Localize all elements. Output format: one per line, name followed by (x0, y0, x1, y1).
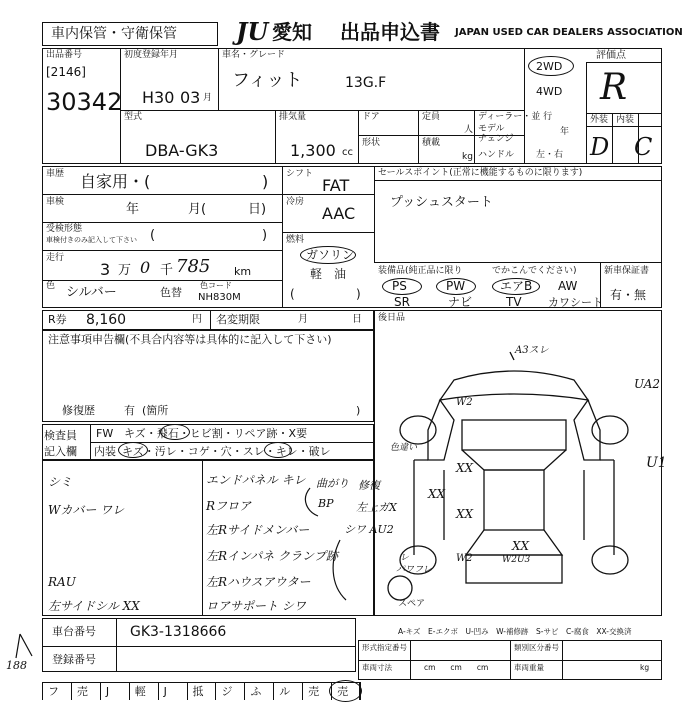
chassis-number: GK3-1318666 (130, 624, 227, 640)
note-house-outer: 左Rハウスアウター (206, 575, 311, 589)
diagram-note-ua2: UA2 (634, 377, 661, 391)
diagram-note-a3: A3スレ (515, 345, 549, 356)
drive-2wd: 2WD (536, 60, 563, 73)
equip-navi: ナビ (448, 295, 473, 309)
note-end-panel: エンドパネル キレ (206, 473, 306, 487)
diagram-note-pawafure: パワフレ (396, 565, 432, 575)
bottom-stamp-cell: ジ (221, 685, 233, 698)
receipt-close: ) (262, 228, 268, 243)
mileage-unit: km (234, 265, 252, 278)
bottom-stamp-circle (329, 680, 362, 702)
equipment-circle-note: でかこんでください) (492, 266, 577, 276)
displacement-unit: cc (342, 147, 353, 158)
notes-label: 注意事項申告欄(不具合内容等は具体的に記入して下さい) (48, 333, 332, 346)
diagram-note-w2-rear: W2 (456, 553, 473, 564)
diagram-note-xx-4: XX (512, 539, 530, 553)
fuel-label: 燃料 (286, 235, 305, 245)
bottom-stamp-cell: 輕 (134, 685, 146, 698)
repair-value: 有 (124, 404, 135, 417)
receipt-label: 受検形態 (46, 224, 83, 234)
weight-label: 車両重量 (514, 663, 544, 672)
diagram-note-u1: U1 (646, 455, 667, 471)
receipt-note: 車検付きのみ記入して下さい (46, 236, 137, 244)
tax-value: 8,160 (86, 312, 127, 328)
storage-label: 車内保管・守衛保管 (51, 26, 177, 42)
note-upper: 左上ガX (356, 501, 397, 514)
displacement-value: 1,300 (290, 141, 336, 160)
inspection-month: 月( (188, 202, 207, 217)
ju-logo: JU (236, 17, 269, 46)
doors-label: ドア (362, 112, 380, 122)
bottom-stamp-cell: J (105, 685, 110, 698)
note-rfloor: Rフロア (206, 499, 252, 513)
load-label: 積載 (422, 138, 441, 148)
name-change-label: 名変期限 (216, 313, 260, 326)
type-spec-label: 形式指定番号 (362, 643, 407, 652)
name-change-month: 月 (298, 314, 308, 325)
dimension-label: 車両寸法 (362, 663, 392, 672)
repair-label: 修復歴 (62, 404, 95, 417)
shift-label: シフト (286, 169, 314, 179)
int-label: 内装 (616, 115, 635, 125)
mileage-man: 3 (100, 260, 111, 279)
color-label: 色 (46, 281, 56, 291)
diagram-note-xx-3: XX (428, 487, 446, 501)
repair-detail: (箇所 (142, 404, 169, 417)
equipment-label: 装備品(純正品に限り (378, 266, 463, 276)
bottom-stamp-cell: フ (48, 685, 59, 698)
diagram-note-w2-front: W2 (456, 397, 473, 408)
interior-label: 内装 (94, 445, 116, 458)
dimension-units: cm cm cm (424, 663, 489, 672)
note-wcover: Wカバー ワレ (48, 503, 125, 517)
note-inpanel: 左Rインパネ クランプ跡 (206, 549, 339, 563)
color-repaint: 色替 (160, 286, 182, 299)
bottom-stamp-cell: ふ (250, 685, 262, 698)
rating-label: 評価点 (596, 50, 626, 61)
mileage-sen: 0 (140, 258, 151, 277)
diagram-spare-label: スペア (398, 599, 426, 609)
car-name: フィット (232, 70, 303, 91)
fuel-gasoline: ガソリン (306, 248, 355, 262)
note-sidesill: 左サイドシル XX (48, 599, 140, 613)
defect-legend: キズ・飛石・ヒビ割・リペア跡・X要 (124, 427, 308, 440)
drive-4wd: 4WD (536, 85, 563, 98)
ext-rating: D (590, 133, 610, 161)
history-value: 自家用・( (80, 172, 151, 191)
dealer-parallel: ディーラー・並 行 (478, 112, 553, 122)
car-name-label: 車名・グレード (222, 50, 286, 60)
cooler-value: AAC (322, 204, 356, 223)
first-reg-era: H30 (142, 88, 175, 107)
cooler-label: 冷房 (286, 197, 305, 207)
equip-sr: SR (394, 295, 410, 309)
equip-tv: TV (506, 295, 522, 309)
diagram-note-xx-2: XX (456, 507, 474, 521)
bottom-stamp-cell: 抵 (192, 685, 204, 698)
lot-number: 30342 (46, 88, 123, 116)
handle-options: 左・右 (536, 150, 564, 160)
inspection-year: 年 (126, 202, 140, 217)
tax-unit: 円 (192, 314, 202, 325)
fuel-close: ) (356, 287, 361, 301)
first-reg-month-unit: 月 (203, 93, 213, 103)
handle-label: ハンドル (478, 150, 515, 160)
equip-aw: AW (558, 279, 578, 293)
year-unit: 年 (560, 127, 570, 137)
lot-subnumber: [2146] (46, 65, 86, 79)
bottom-stamp-cell: 売 (337, 685, 349, 698)
reg-number-label: 登録番号 (52, 653, 96, 666)
chassis-label: 車台番号 (52, 625, 96, 638)
equip-pw: PW (446, 279, 466, 293)
color-value: シルバー (66, 285, 117, 300)
code-legend: A-キズ E-エクボ U-凹み W-補修跡 S-サビ C-腐食 XX-交換済 (398, 627, 632, 636)
diagram-note-re: レ (400, 553, 410, 563)
mileage-man-unit: 万 (118, 263, 132, 278)
diagram-note-w2u3: W2U3 (502, 555, 531, 565)
diagram-note-color-diff: 色違い (390, 443, 418, 453)
shape-label: 形状 (362, 138, 381, 148)
warranty-label: 新車保証書 (604, 266, 650, 276)
displacement-label: 排気量 (279, 112, 307, 122)
int-rating: C (634, 133, 653, 161)
after-items-label: 後日品 (378, 313, 406, 323)
class-num-label: 類別区分番号 (514, 643, 559, 652)
sales-point-label: セールスポイント(正常に機能するものに限ります) (378, 168, 583, 178)
weight-unit: kg (640, 663, 650, 672)
warranty-value: 有・無 (610, 288, 647, 302)
model-year-label: モデル (478, 124, 505, 134)
rating-score: R (600, 67, 628, 108)
inspection-day: 日) (248, 202, 267, 217)
note-lower-support: ロアサポート シワ (206, 599, 306, 613)
note-bp: BP (318, 497, 334, 510)
bottom-stamp-cell: 売 (308, 685, 320, 698)
note-side-member: 左Rサイドメンバー (206, 523, 310, 537)
stray-number: 188 (6, 659, 27, 672)
load-unit: kg (462, 152, 473, 162)
logo-prefecture: 愛知 (272, 20, 312, 44)
history-close: ) (262, 172, 269, 191)
mileage-rest: 785 (176, 256, 211, 277)
tax-label: R券 (48, 313, 67, 326)
shift-value: FAT (322, 176, 350, 195)
stray-mark (10, 628, 50, 668)
mileage-label: 走行 (46, 253, 65, 263)
bottom-stamp-cell: J (163, 685, 167, 698)
inspection-label: 車検 (46, 197, 65, 207)
note-shimi: シミ (48, 475, 73, 489)
first-reg-label: 初度登録年月 (124, 50, 179, 60)
inspector-label: 検査員 (44, 429, 77, 442)
bottom-stamp-cell: ル (279, 685, 291, 698)
model-label: 型式 (124, 112, 143, 122)
ext-label: 外装 (590, 115, 609, 125)
note-rau: RAU (48, 575, 76, 589)
name-change-day: 日 (352, 314, 362, 325)
equip-airbag: エアB (500, 279, 533, 293)
capacity-label: 定員 (422, 112, 441, 122)
color-code-label: 色コード (200, 281, 232, 290)
entry-label: 記入欄 (44, 445, 77, 458)
equip-leather: カワシート (548, 296, 603, 309)
form-title: 出品申込書 (340, 20, 440, 44)
sales-point-text: プッシュスタート (390, 195, 493, 210)
fuel-open: ( (290, 287, 295, 301)
capacity-unit: 人 (464, 125, 474, 135)
repair-close: ) (356, 404, 361, 417)
car-grade: 13G.F (345, 75, 387, 91)
note-bend: 曲がり (316, 477, 349, 490)
association-name: JAPAN USED CAR DEALERS ASSOCIATION (455, 27, 683, 38)
interior-legend: キズ・汚レ・コゲ・穴・スレ・キレ・破レ (122, 445, 331, 458)
bottom-stamp-cell: 売 (76, 685, 88, 698)
history-label: 車歴 (46, 169, 65, 179)
equip-ps: PS (392, 279, 407, 293)
color-code: NH830M (198, 292, 241, 303)
first-reg-month: 03 (180, 88, 201, 107)
fw-label: FW (96, 427, 114, 440)
note-wrinkle: シワ AU2 (344, 523, 394, 536)
model-value: DBA-GK3 (145, 141, 219, 160)
mileage-sen-unit: 千 (160, 263, 174, 278)
change-year-label: チェンジ (478, 134, 514, 144)
diagram-note-xx-1: XX (456, 461, 474, 475)
note-repair: 修復 (358, 479, 380, 492)
fuel-diesel: 軽 油 (310, 267, 347, 281)
receipt-open: ( (150, 228, 156, 243)
lot-label: 出品番号 (46, 50, 83, 60)
